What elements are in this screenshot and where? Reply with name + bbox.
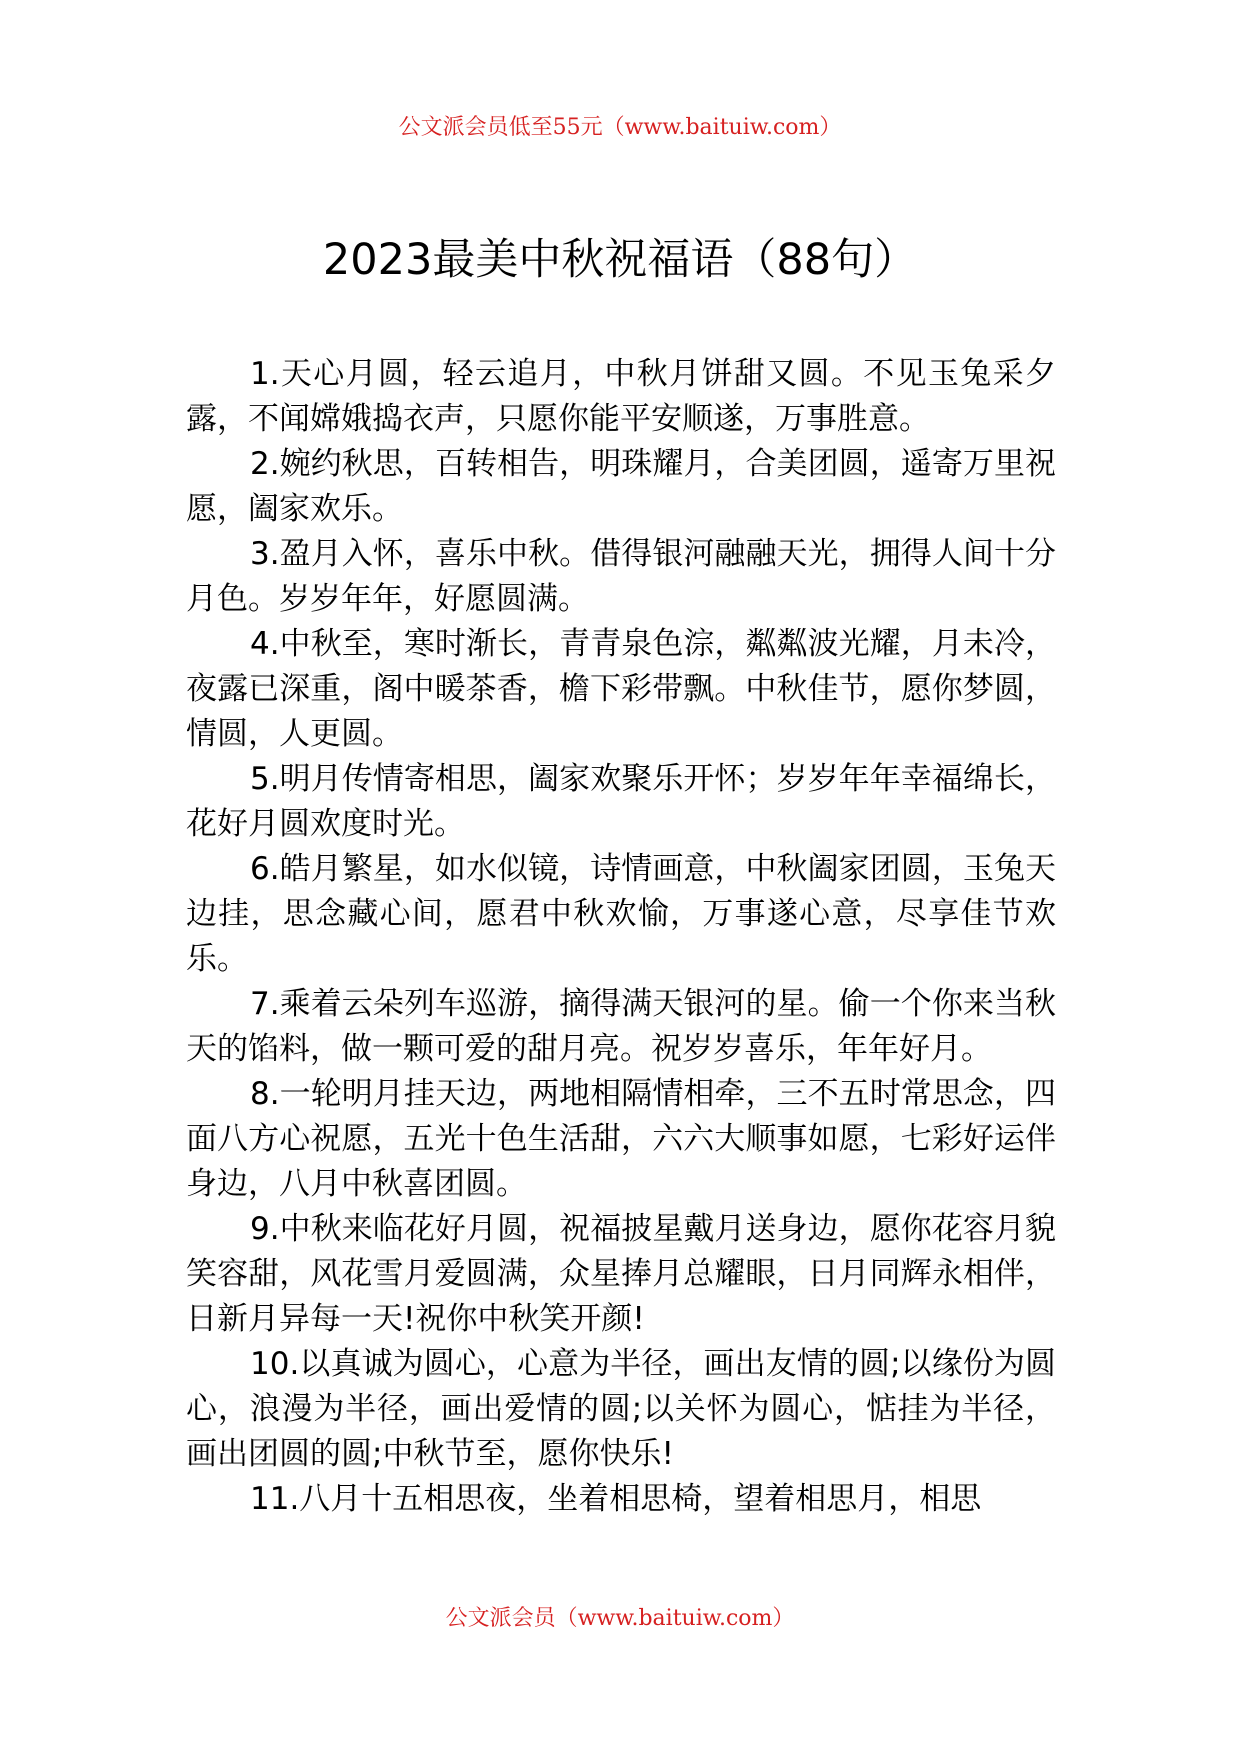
greeting-paragraph-7: 7.乘着云朵列车巡游，摘得满天银河的星。偷一个你来当秋天的馅料，做一颗可爱的甜月亮。祝岁岁喜乐，年年好月。 <box>186 986 1056 1067</box>
document-body <box>186 352 1056 1522</box>
greeting-paragraph-9: 9.中秋来临花好月圆，祝福披星戴月送身边，愿你花容月貌笑容甜，风花雪月爱圆满，众星捧月总耀眼，日月同辉永相伴，日新月异每一天!祝你中秋笑开颜! <box>186 1211 1056 1337</box>
footer-promo-note: 公文派会员（www.baituiw.com） <box>445 1606 795 1631</box>
greeting-paragraph-3: 3.盈月入怀，喜乐中秋。借得银河融融天光，拥得人间十分月色。岁岁年年，好愿圆满。 <box>186 536 1056 617</box>
greeting-paragraph-10: 10.以真诚为圆心，心意为半径，画出友情的圆;以缘份为圆心，浪漫为半径，画出爱情的圆;以关怀为圆心，惦挂为半径，画出团圆的圆;中秋节至，愿你快乐! <box>186 1346 1056 1472</box>
header-promo-note: 公文派会员低至55元（www.baituiw.com） <box>398 115 842 140</box>
greeting-paragraph-5: 5.明月传情寄相思，阖家欢聚乐开怀；岁岁年年幸福绵长，花好月圆欢度时光。 <box>186 761 1056 842</box>
greeting-paragraph-6: 6.皓月繁星，如水似镜，诗情画意，中秋阖家团圆，玉兔天边挂，思念藏心间，愿君中秋欢愉，万事遂心意，尽享佳节欢乐。 <box>186 851 1056 977</box>
greeting-paragraph-1: 1.天心月圆，轻云追月，中秋月饼甜又圆。不见玉兔采夕露，不闻嫦娥捣衣声，只愿你能平安顺遂，万事胜意。 <box>186 356 1056 437</box>
greeting-paragraph-11: 11.八月十五相思夜，坐着相思椅，望着相思月，相思 <box>250 1481 982 1517</box>
greeting-paragraph-2: 2.婉约秋思，百转相告，明珠耀月，合美团圆，遥寄万里祝愿，阖家欢乐。 <box>186 446 1056 527</box>
greeting-paragraph-8: 8.一轮明月挂天边，两地相隔情相牵，三不五时常思念，四面八方心祝愿，五光十色生活甜，六六大顺事如愿，七彩好运伴身边，八月中秋喜团圆。 <box>186 1076 1056 1202</box>
document-title: 2023最美中秋祝福语（88句） <box>322 235 918 285</box>
greeting-paragraph-4: 4.中秋至，寒时渐长，青青泉色淙，粼粼波光耀，月未冷，夜露已深重，阁中暖茶香，檐下彩带飘。中秋佳节，愿你梦圆，情圆，人更圆。 <box>186 626 1056 752</box>
